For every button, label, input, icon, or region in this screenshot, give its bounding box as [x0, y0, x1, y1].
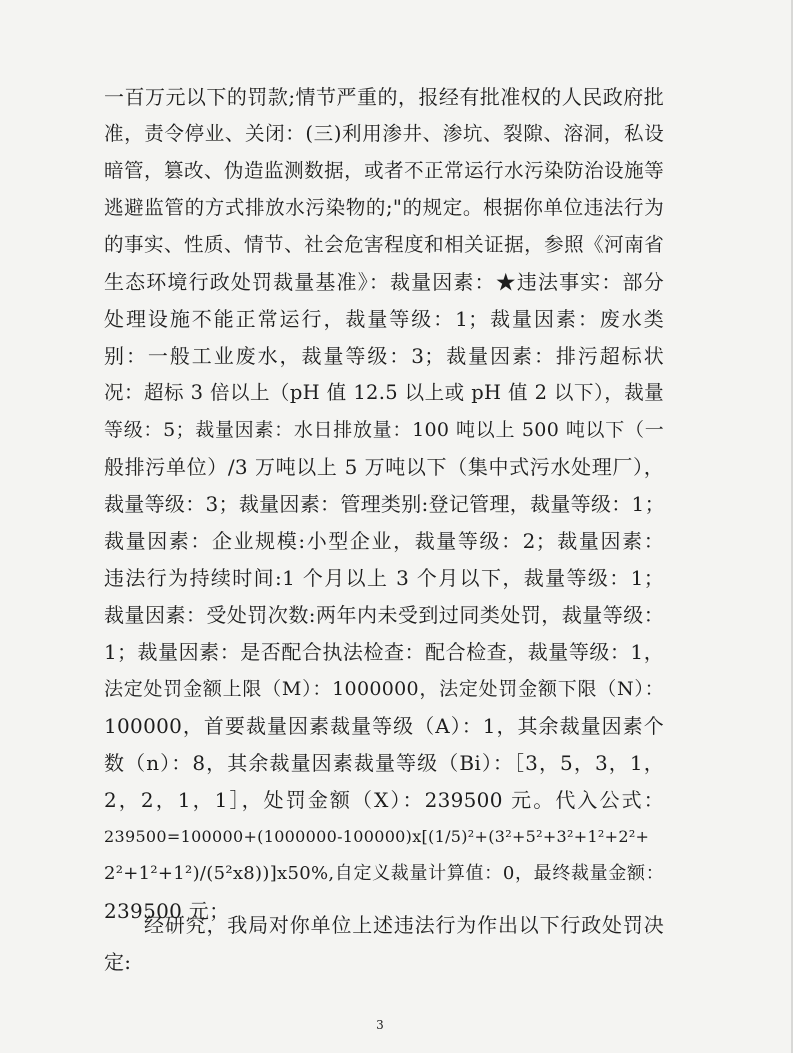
text-line: 准，责令停业、关闭：(三)利用渗井、渗坑、裂隙、溶洞，私设	[104, 122, 664, 145]
text-line: 定:	[104, 950, 132, 974]
decision-paragraph	[104, 912, 664, 982]
text-line: 裁量因素：受处罚次数:两年内未受到过同类处罚，裁量等级：	[104, 603, 664, 627]
text-line: 违法行为持续时间:1 个月以上 3 个月以下，裁量等级：1；	[104, 566, 664, 590]
formula-line: 2²+1²+1²)/(5²x8))]x50%,自定义裁量计算值：0，最终裁量金额：	[104, 863, 664, 884]
text-line: 暗管，篡改、伪造监测数据，或者不正常运行水污染防治设施等	[104, 159, 664, 182]
text-line: 裁量因素：企业规模:小型企业，裁量等级：2；裁量因素：	[104, 529, 664, 553]
text-line: 2，2，1，1］，处罚金额（X）：239500 元。代入公式：	[104, 788, 664, 812]
text-line: 般排污单位）/3 万吨以上 5 万吨以下（集中式污水处理厂），	[104, 455, 664, 479]
text-line: 经研究，我局对你单位上述违法行为作出以下行政处罚决	[144, 913, 664, 937]
text-line: 法定处罚金额上限（M）：1000000，法定处罚金额下限（N）：	[104, 678, 664, 700]
text-line: 的事实、性质、情节、社会危害程度和相关证据，参照《河南省	[104, 233, 664, 256]
text-line: 生态环境行政处罚裁量基准》：裁量因素：★违法事实：部分	[104, 270, 664, 294]
text-line: 239500 元；	[104, 899, 230, 923]
text-line: 逃避监管的方式排放水污染物的;"的规定。根据你单位违法行为	[104, 196, 664, 219]
body-paragraph	[104, 84, 665, 923]
text-line: 裁量等级：3；裁量因素：管理类别:登记管理，裁量等级：1；	[104, 492, 665, 516]
text-line: 一百万元以下的罚款;情节严重的，报经有批准权的人民政府批	[104, 85, 664, 109]
text-line: 等级：5；裁量因素：水日排放量：100 吨以上 500 吨以下（一	[104, 419, 664, 441]
page-number: 3	[376, 1018, 384, 1032]
formula-line: 239500=100000+(1000000-100000)x[(1/5)²+(3²+5²+3²+1²+2²+	[104, 827, 650, 846]
text-line: 处理设施不能正常运行，裁量等级：1；裁量因素：废水类	[104, 307, 664, 331]
text-line: 100000，首要裁量因素裁量等级（A）：1，其余裁量因素个	[104, 714, 664, 738]
text-line: 数（n）：8，其余裁量因素裁量等级（Bi）：［3，5，3，1，	[104, 751, 664, 775]
text-line: 1；裁量因素：是否配合执法检查：配合检查，裁量等级：1，	[104, 640, 664, 664]
text-line: 况：超标 3 倍以上（pH 值 12.5 以上或 pH 值 2 以下），裁量	[104, 381, 664, 404]
text-line: 别：一般工业废水，裁量等级：3；裁量因素：排污超标状	[104, 344, 664, 368]
